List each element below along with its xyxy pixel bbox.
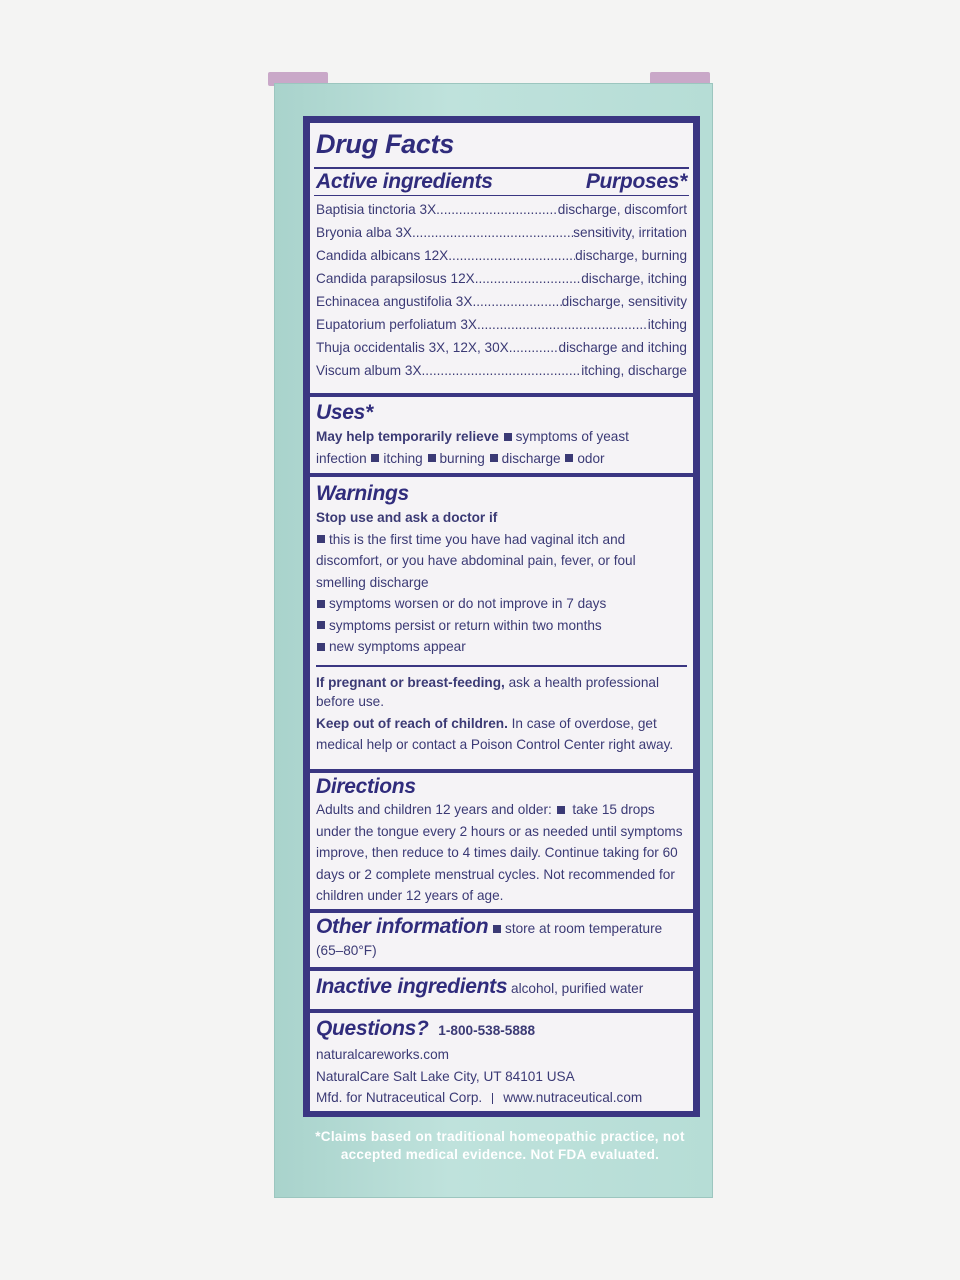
uses-heading: Uses* xyxy=(316,401,373,424)
ingredient-row xyxy=(316,198,687,221)
mfd-line: Mfd. for Nutraceutical Corp. www.nutraceutical.com xyxy=(316,1090,643,1105)
bullet-icon xyxy=(317,600,325,608)
bullet-icon xyxy=(504,433,512,441)
directions-text: Adults and children 12 years and older: take 15 drops under the tongue every 2 hours or as needed until symptoms improve, then reduce to 4 times daily. Continue taking for 60 days or 2 complete menstrual cycles. Not recommended for children under 12 years of age. xyxy=(316,802,683,903)
header-rule xyxy=(314,195,689,196)
ingredient-purpose: discharge and itching xyxy=(558,340,687,355)
uses-lead: May help temporarily relieve xyxy=(316,429,499,444)
drug-facts-panel xyxy=(303,116,700,1117)
drug-facts-section xyxy=(310,123,693,393)
ingredient-name: Candida parapsilosus 12X xyxy=(316,271,475,286)
bullet-icon xyxy=(317,621,325,629)
leader-dots xyxy=(475,267,582,290)
warning-bullet: this is the first time you have had vaginal itch and discomfort, or you have abdominal pain, fever, or foul smelling discharge xyxy=(316,531,636,590)
uses-line1-rest: symptoms of yeast xyxy=(515,429,629,444)
uses-item: burning xyxy=(439,450,485,466)
leader-dots xyxy=(448,244,575,267)
questions-section xyxy=(310,1013,693,1111)
warning-bullet: new symptoms appear xyxy=(316,636,687,658)
warnings-rule xyxy=(316,665,687,667)
uses-item: odor xyxy=(577,450,605,466)
directions-section xyxy=(310,773,693,909)
ingredient-purpose: discharge, burning xyxy=(575,248,687,263)
ingredient-name: Echinacea angustifolia 3X xyxy=(316,294,473,309)
uses-line-2 xyxy=(316,448,687,470)
other-info-section xyxy=(310,913,693,967)
phone-number: 1-800-538-5888 xyxy=(438,1023,536,1038)
ingredient-row xyxy=(316,290,687,313)
bullet-icon xyxy=(371,454,379,462)
other-info-heading: Other information xyxy=(316,915,489,938)
claims-disclaimer: *Claims based on traditional homeopathic practice, not accepted medical evidence. Not FDA evaluated. xyxy=(315,1129,685,1162)
bullet-icon xyxy=(317,535,325,543)
ingredient-purpose: discharge, discomfort xyxy=(557,202,687,217)
directions-heading: Directions xyxy=(316,775,416,798)
ingredients-list xyxy=(316,198,687,382)
bullet-icon xyxy=(557,806,565,814)
ingredient-purpose: sensitivity, irritation xyxy=(573,225,687,240)
leader-dots xyxy=(472,290,561,313)
active-header-row xyxy=(316,169,687,195)
ingredient-row xyxy=(316,336,687,359)
warning-bullet: symptoms worsen or do not improve in 7 days xyxy=(316,593,687,615)
ingredient-name: Viscum album 3X xyxy=(316,363,422,378)
ingredient-row xyxy=(316,244,687,267)
bullet-icon xyxy=(428,454,436,462)
drug-facts-title: Drug Facts xyxy=(316,129,455,159)
bullet-icon xyxy=(317,643,325,651)
inactive-section xyxy=(310,971,693,1009)
ingredient-purpose: discharge, itching xyxy=(581,271,687,286)
ingredient-name: Thuja occidentalis 3X, 12X, 30X xyxy=(316,340,509,355)
ingredient-row xyxy=(316,313,687,336)
warnings-section xyxy=(310,477,693,769)
other-info-text: Other information store at room temperature (65–80°F) xyxy=(316,915,663,958)
website-text: naturalcareworks.com xyxy=(316,1047,449,1062)
questions-heading: Questions? xyxy=(316,1017,429,1040)
separator xyxy=(492,1093,493,1104)
ingredient-name: Bryonia alba 3X xyxy=(316,225,412,240)
active-ingredients-heading: Active ingredients xyxy=(316,170,493,193)
stop-use-heading: Stop use and ask a doctor if xyxy=(316,510,498,525)
questions-line xyxy=(316,1016,687,1044)
uses-item: discharge xyxy=(501,450,561,466)
purposes-heading: Purposes* xyxy=(585,170,687,193)
bullet-icon xyxy=(493,925,501,933)
children-warning: Keep out of reach of children. In case of overdose, get medical help or contact a Poison Control Center right away. xyxy=(316,715,674,752)
uses-item: itching xyxy=(383,450,423,466)
uses-item: infection xyxy=(316,450,367,466)
warnings-heading: Warnings xyxy=(316,482,409,505)
warning-bullet: symptoms persist or return within two months xyxy=(316,615,687,637)
inactive-text: Inactive ingredients alcohol, purified water xyxy=(316,975,644,998)
uses-line-1 xyxy=(316,426,687,448)
ingredient-row xyxy=(316,267,687,290)
ingredient-purpose: discharge, sensitivity xyxy=(561,294,687,309)
leader-dots xyxy=(422,359,582,382)
address-text: NaturalCare Salt Lake City, UT 84101 USA xyxy=(316,1068,575,1084)
bullet-icon xyxy=(490,454,498,462)
leader-dots xyxy=(509,336,559,359)
inactive-heading: Inactive ingredients xyxy=(316,975,508,998)
ingredient-name: Eupatorium perfoliatum 3X xyxy=(316,317,477,332)
ingredient-purpose: itching, discharge xyxy=(581,363,687,378)
leader-dots xyxy=(412,221,573,244)
ingredient-row xyxy=(316,359,687,382)
bullet-icon xyxy=(565,454,573,462)
ingredient-row xyxy=(316,221,687,244)
leader-dots xyxy=(436,198,558,221)
leader-dots xyxy=(477,313,648,336)
ingredient-name: Baptisia tinctoria 3X xyxy=(316,202,437,217)
pregnant-warning: If pregnant or breast-feeding, ask a health professional before use. xyxy=(316,674,659,709)
uses-section xyxy=(310,397,693,473)
ingredient-name: Candida albicans 12X xyxy=(316,248,449,263)
ingredient-purpose: itching xyxy=(647,317,687,332)
